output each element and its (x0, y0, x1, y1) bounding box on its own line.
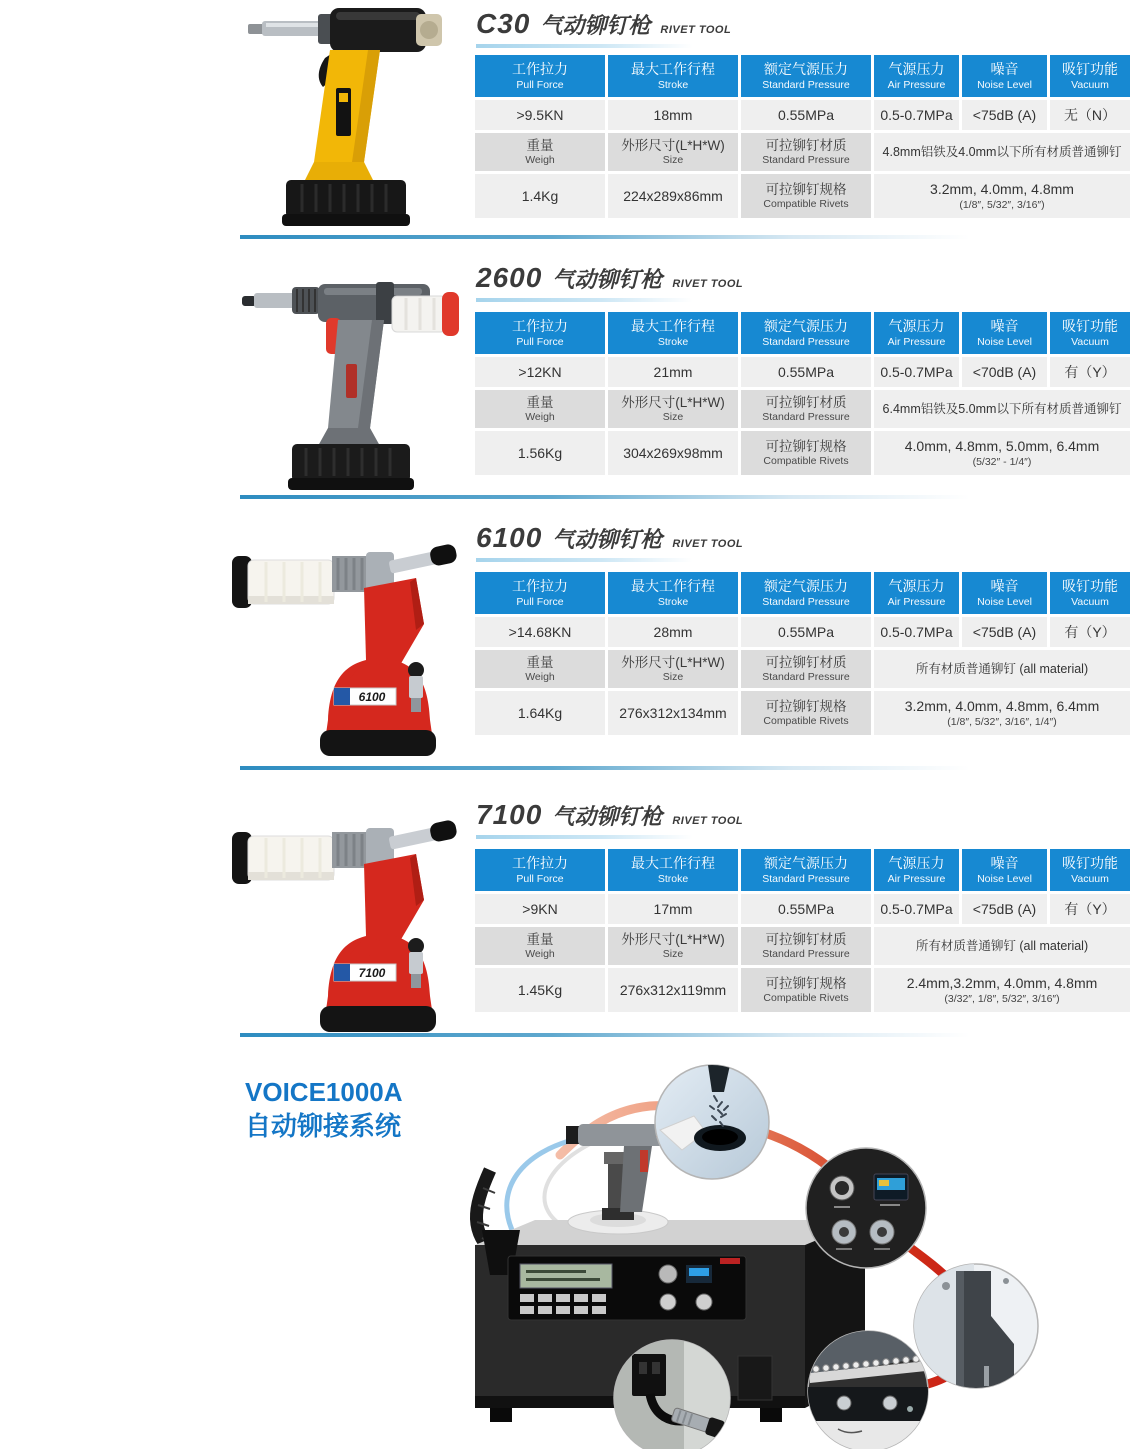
detail-photo-rivet-hopper (655, 1065, 769, 1179)
value-vacuum: 有（Y） (1050, 617, 1130, 647)
value-vacuum: 无（N） (1050, 100, 1130, 130)
label-size: 外形尺寸(L*H*W) Size (608, 650, 738, 688)
tool-model-label: 7100 (358, 966, 386, 980)
round-button (660, 1294, 676, 1310)
section-divider (240, 1033, 1130, 1037)
product-type-en: RIVET TOOL (672, 278, 744, 290)
value-standard-pressure: 0.55MPa (741, 617, 871, 647)
value-weight: 1.64Kg (475, 691, 605, 735)
product-type-en: RIVET TOOL (660, 24, 732, 36)
header-noise-level: 噪音 Noise Level (962, 572, 1047, 614)
header-vacuum: 吸钉功能 Vacuum (1050, 55, 1130, 97)
detail-photo-power-plug (614, 1340, 730, 1449)
title-underline (476, 558, 704, 562)
product-photo-2600 (230, 256, 460, 497)
value-air-pressure: 0.5-0.7MPa (874, 100, 959, 130)
value-size: 276x312x134mm (608, 691, 738, 735)
spec-table-6100 (475, 572, 1130, 735)
label-weight: 重量 Weigh (475, 650, 605, 688)
product-photo-7100 (230, 788, 460, 1041)
rivet-tool-7100-illustration (230, 788, 460, 1036)
label-weight: 重量 Weigh (475, 133, 605, 171)
value-pull-force: >9KN (475, 894, 605, 924)
value-rivet-material: 4.8mm铝铁及4.0mm以下所有材质普通铆钉 (874, 133, 1130, 171)
value-weight: 1.4Kg (475, 174, 605, 218)
value-standard-pressure: 0.55MPa (741, 100, 871, 130)
rivet-tool-2600-illustration (230, 256, 460, 492)
product-photo-6100 (230, 512, 460, 765)
label-size: 外形尺寸(L*H*W) Size (608, 927, 738, 965)
model-name: 2600 (476, 262, 543, 293)
spec-table-7100 (475, 849, 1130, 1012)
value-stroke: 18mm (608, 100, 738, 130)
title-underline (476, 835, 704, 839)
header-pull-force: 工作拉力 Pull Force (475, 849, 605, 891)
label-rivet-material: 可拉铆钉材质 Standard Pressure (741, 390, 871, 428)
header-standard-pressure: 额定气源压力 Standard Pressure (741, 55, 871, 97)
product-type-cn: 气动铆钉枪 (552, 804, 663, 829)
section-divider (240, 235, 1130, 239)
model-name: 6100 (476, 522, 543, 553)
detail-photo-control-panel (806, 1148, 926, 1268)
label-rivet-material: 可拉铆钉材质 Standard Pressure (741, 927, 871, 965)
value-noise-level: <70dB (A) (962, 357, 1047, 387)
header-air-pressure: 气源压力 Air Pressure (874, 55, 959, 97)
product-type-en: RIVET TOOL (672, 815, 744, 827)
value-pull-force: >14.68KN (475, 617, 605, 647)
value-compatible-rivets: 4.0mm, 4.8mm, 5.0mm, 6.4mm (5/32″ - 1/4″) (874, 431, 1130, 475)
value-stroke: 21mm (608, 357, 738, 387)
product-type-cn: 气动铆钉枪 (552, 267, 663, 292)
value-noise-level: <75dB (A) (962, 894, 1047, 924)
header-vacuum: 吸钉功能 Vacuum (1050, 849, 1130, 891)
voice-system-name: 自动铆接系统 (245, 1111, 402, 1141)
header-air-pressure: 气源压力 Air Pressure (874, 572, 959, 614)
control-panel (508, 1256, 746, 1320)
header-noise-level: 噪音 Noise Level (962, 849, 1047, 891)
value-compatible-rivets: 2.4mm,3.2mm, 4.0mm, 4.8mm (3/32″, 1/8″, 5/32″, 3/16″) (874, 968, 1130, 1012)
header-air-pressure: 气源压力 Air Pressure (874, 312, 959, 354)
value-stroke: 17mm (608, 894, 738, 924)
value-rivet-material: 所有材质普通铆钉 (all material) (874, 927, 1130, 965)
header-air-pressure: 气源压力 Air Pressure (874, 849, 959, 891)
vent (738, 1356, 772, 1400)
model-name: 7100 (476, 799, 543, 830)
rivet-tool-6100-illustration (230, 512, 460, 760)
value-air-pressure: 0.5-0.7MPa (874, 894, 959, 924)
product-type-cn: 气动铆钉枪 (540, 13, 651, 38)
header-pull-force: 工作拉力 Pull Force (475, 312, 605, 354)
header-stroke: 最大工作行程 Stroke (608, 312, 738, 354)
label-rivet-material: 可拉铆钉材质 Standard Pressure (741, 650, 871, 688)
voice-system-model: VOICE1000A (245, 1077, 403, 1107)
machine-top (475, 1220, 865, 1245)
section-title-7100 (476, 799, 743, 831)
detail-photo-rivet-track (808, 1331, 928, 1449)
section-divider (240, 766, 1130, 770)
section-title-2600 (476, 262, 743, 294)
title-underline (476, 44, 704, 48)
header-pull-force: 工作拉力 Pull Force (475, 572, 605, 614)
header-standard-pressure: 额定气源压力 Standard Pressure (741, 849, 871, 891)
value-standard-pressure: 0.55MPa (741, 357, 871, 387)
spec-table-2600 (475, 312, 1130, 475)
product-type-cn: 气动铆钉枪 (552, 527, 663, 552)
header-vacuum: 吸钉功能 Vacuum (1050, 572, 1130, 614)
value-rivet-material: 所有材质普通铆钉 (all material) (874, 650, 1130, 688)
value-weight: 1.56Kg (475, 431, 605, 475)
header-standard-pressure: 额定气源压力 Standard Pressure (741, 312, 871, 354)
header-noise-level: 噪音 Noise Level (962, 312, 1047, 354)
round-button (696, 1294, 712, 1310)
voice-system-photo (420, 1060, 1140, 1449)
value-stroke: 28mm (608, 617, 738, 647)
header-stroke: 最大工作行程 Stroke (608, 572, 738, 614)
pressure-gauge (659, 1265, 677, 1283)
value-compatible-rivets: 3.2mm, 4.0mm, 4.8mm, 6.4mm (1/8″, 5/32″, 3/16″, 1/4″) (874, 691, 1130, 735)
label-size: 外形尺寸(L*H*W) Size (608, 390, 738, 428)
value-size: 224x289x86mm (608, 174, 738, 218)
value-pull-force: >12KN (475, 357, 605, 387)
product-type-en: RIVET TOOL (672, 538, 744, 550)
voice-system-title (245, 1075, 403, 1143)
section-divider (240, 495, 1130, 499)
value-air-pressure: 0.5-0.7MPa (874, 357, 959, 387)
label-compatible-rivets: 可拉铆钉规格 Compatible Rivets (741, 174, 871, 218)
header-standard-pressure: 额定气源压力 Standard Pressure (741, 572, 871, 614)
spec-table-c30 (475, 55, 1130, 218)
lcd-display (520, 1264, 612, 1288)
header-pull-force: 工作拉力 Pull Force (475, 55, 605, 97)
section-title-c30 (476, 8, 731, 40)
rivet-tool-c30-illustration (230, 0, 460, 228)
value-noise-level: <75dB (A) (962, 617, 1047, 647)
value-size: 276x312x119mm (608, 968, 738, 1012)
title-underline (476, 298, 704, 302)
header-vacuum: 吸钉功能 Vacuum (1050, 312, 1130, 354)
value-noise-level: <75dB (A) (962, 100, 1047, 130)
value-compatible-rivets: 3.2mm, 4.0mm, 4.8mm (1/8″, 5/32″, 3/16″) (874, 174, 1130, 218)
value-vacuum: 有（Y） (1050, 894, 1130, 924)
detail-photo-feeder-mechanism (914, 1264, 1038, 1388)
label-size: 外形尺寸(L*H*W) Size (608, 133, 738, 171)
label-weight: 重量 Weigh (475, 927, 605, 965)
value-rivet-material: 6.4mm铝铁及5.0mm以下所有材质普通铆钉 (874, 390, 1130, 428)
model-name: C30 (476, 8, 531, 39)
label-compatible-rivets: 可拉铆钉规格 Compatible Rivets (741, 968, 871, 1012)
automatic-riveting-system-illustration (420, 1060, 1140, 1449)
value-standard-pressure: 0.55MPa (741, 894, 871, 924)
header-stroke: 最大工作行程 Stroke (608, 55, 738, 97)
value-size: 304x269x98mm (608, 431, 738, 475)
section-title-6100 (476, 522, 743, 554)
value-air-pressure: 0.5-0.7MPa (874, 617, 959, 647)
label-compatible-rivets: 可拉铆钉规格 Compatible Rivets (741, 691, 871, 735)
value-weight: 1.45Kg (475, 968, 605, 1012)
value-pull-force: >9.5KN (475, 100, 605, 130)
tool-model-label: 6100 (358, 690, 386, 704)
header-stroke: 最大工作行程 Stroke (608, 849, 738, 891)
value-vacuum: 有（Y） (1050, 357, 1130, 387)
label-compatible-rivets: 可拉铆钉规格 Compatible Rivets (741, 431, 871, 475)
header-noise-level: 噪音 Noise Level (962, 55, 1047, 97)
label-weight: 重量 Weigh (475, 390, 605, 428)
product-photo-c30 (230, 0, 460, 233)
label-rivet-material: 可拉铆钉材质 Standard Pressure (741, 133, 871, 171)
